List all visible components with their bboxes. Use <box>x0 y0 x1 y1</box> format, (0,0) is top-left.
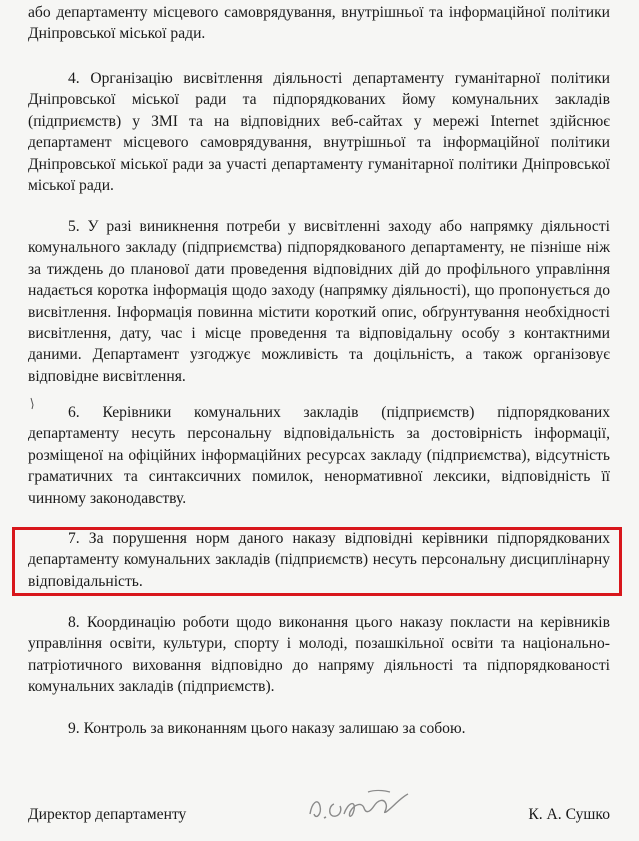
signature-title: Директор департаменту <box>28 806 187 823</box>
paragraph-6: 6. Керівники комунальних закладів (підприємств) підпорядкованих департаменту несуть персональну відповідальність за достовірність інформації, розміщеної на офіційних інформаційних ресурсах закладу (підприємства), відсутність граматичних та синтаксичних помилок, ненормативної лексики, відповідність її чинному законодавству. <box>28 404 610 507</box>
intro-paragraph: або департаменту місцевого самоврядування, внутрішньої та інформаційної політики Дніпровської міської ради. <box>28 4 610 43</box>
paragraph-7: 7. За порушення норм даного наказу відповідні керівники підпорядкованих департаменту комунальних закладів (підприємств) несуть персональну дисциплінарну відповідальність. <box>28 530 610 590</box>
paragraph-8: 8. Координацію роботи щодо виконання цього наказу покласти на керівників управління освіти, культури, спорту і молоді, позашкільної освіти та національно-патріотичного виховання відповідно до напряму діяльності та підпорядкованості комунальних закладів (підприємств). <box>28 614 610 696</box>
signature-name: К. А. Сушко <box>528 806 610 823</box>
paragraph-4: 4. Організацію висвітлення діяльності департаменту гуманітарної політики Дніпровської міської ради та підпорядкованих йому комунальних закладів (підприємств) у ЗМІ та на відповідних веб-сайтах у мережі Internet здійснює департамент місцевого самоврядування, внутрішньої та інформаційної політики Дніпровської міської ради за участі департаменту гуманітарної політики Дніпровської міської ради. <box>28 70 610 195</box>
paragraph-9: 9. Контроль за виконанням цього наказу залишаю за собою. <box>68 720 466 737</box>
handwritten-signature <box>304 784 424 828</box>
paragraph-5: 5. У разі виникнення потреби у висвітленні заходу або напрямку діяльності комунального закладу (підприємства) підпорядкованого департаменту, не пізніше ніж за тиждень до планової дати проведення відповідних дій до профільного управління надається коротка інформація щодо заходу (напрямку діяльності), що пропонується до висвітлення. Інформація повинна містити короткий опис, обґрунтування необхідності висвітлення, дату, час і місце проведення та відповідальну особу з контактними даними. Департамент узгоджує можливість та доцільність, а також організовує відповідне висвітлення. <box>28 218 610 385</box>
signature-block <box>28 802 610 832</box>
